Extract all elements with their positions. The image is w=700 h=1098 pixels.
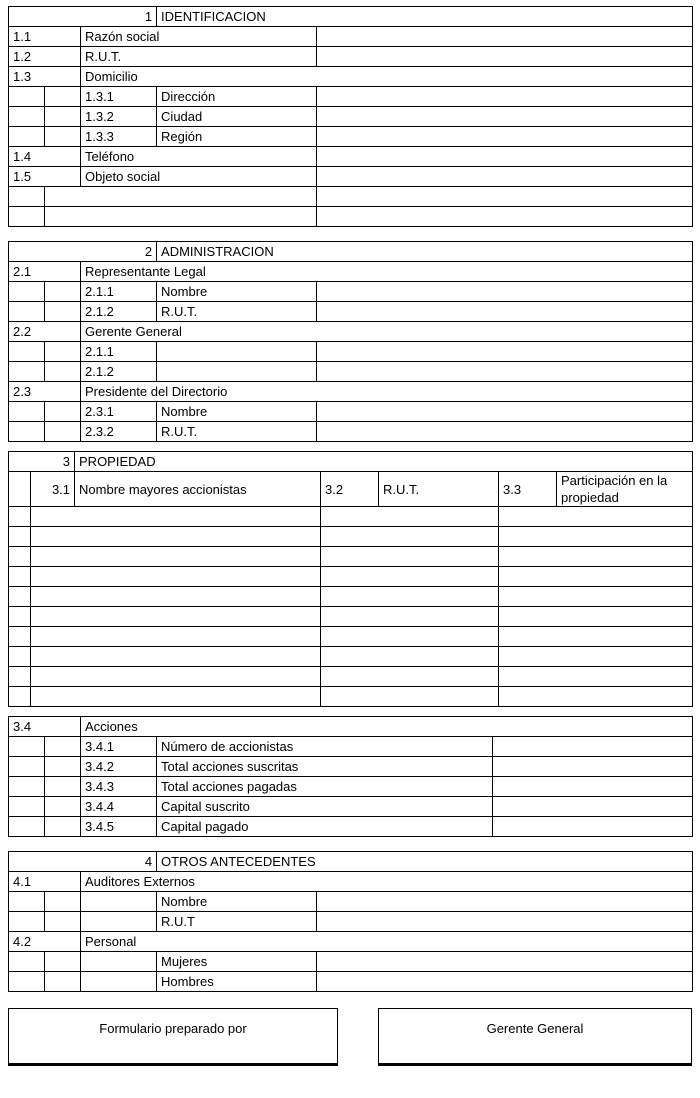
row-number (81, 972, 157, 992)
row-label: R.U.T. (81, 47, 317, 67)
row-number: 1.2 (9, 47, 81, 67)
table-row (9, 892, 693, 912)
row-label: Acciones (81, 717, 693, 737)
table-row (9, 322, 693, 342)
col2-label: R.U.T. (379, 472, 499, 507)
value-field[interactable] (317, 127, 693, 147)
row-label: Capital pagado (157, 817, 493, 837)
table-row (9, 302, 693, 322)
col1-label: Nombre mayores accionistas (75, 472, 321, 507)
accionista-name-field[interactable] (31, 647, 321, 667)
row-number: 1.3.2 (81, 107, 157, 127)
accionista-rut-field[interactable] (321, 627, 499, 647)
col3-number: 3.3 (499, 472, 557, 507)
row-label: Total acciones pagadas (157, 777, 493, 797)
accionista-rut-field[interactable] (321, 587, 499, 607)
row-number: 2.2 (9, 322, 81, 342)
table-row (9, 647, 693, 667)
row-label: Auditores Externos (81, 872, 693, 892)
table-row (9, 547, 693, 567)
subsection-acciones (8, 716, 693, 837)
row-number: 3.4.2 (81, 757, 157, 777)
accionista-name-field[interactable] (31, 687, 321, 707)
table-row (9, 952, 693, 972)
section-propiedad (8, 451, 693, 707)
accionista-name-field[interactable] (31, 527, 321, 547)
section-number: 1 (9, 7, 157, 27)
row-label: Capital suscrito (157, 797, 493, 817)
signature-label-preparer: Formulario preparado por (99, 1021, 247, 1036)
section-number: 2 (9, 242, 157, 262)
row-label: Total acciones suscritas (157, 757, 493, 777)
value-field[interactable] (317, 362, 693, 382)
accionista-rut-field[interactable] (321, 687, 499, 707)
accionista-part-field[interactable] (499, 607, 693, 627)
row-number: 2.3 (9, 382, 81, 402)
row-number: 2.3.2 (81, 422, 157, 442)
table-row (9, 207, 693, 227)
row-label (157, 342, 317, 362)
section-identificacion (8, 6, 693, 227)
value-field[interactable] (317, 972, 693, 992)
table-row (9, 67, 693, 87)
row-label: Mujeres (157, 952, 317, 972)
accionista-rut-field[interactable] (321, 567, 499, 587)
table-row (9, 667, 693, 687)
table-row (9, 47, 693, 67)
table-row (9, 507, 693, 527)
accionista-part-field[interactable] (499, 547, 693, 567)
row-number: 1.1 (9, 27, 81, 47)
value-field[interactable] (317, 302, 693, 322)
row-number: 3.4.3 (81, 777, 157, 797)
row-number: 3.4.5 (81, 817, 157, 837)
table-row (9, 187, 693, 207)
row-label: Representante Legal (81, 262, 693, 282)
table-row (9, 527, 693, 547)
value-field[interactable] (317, 282, 693, 302)
accionista-name-field[interactable] (31, 567, 321, 587)
table-row (9, 567, 693, 587)
row-label: R.U.T. (157, 302, 317, 322)
table-row (9, 422, 693, 442)
row-label: Número de accionistas (157, 737, 493, 757)
table-row (9, 242, 693, 262)
row-number: 1.3.1 (81, 87, 157, 107)
table-row (9, 147, 693, 167)
signature-label-manager: Gerente General (486, 1021, 584, 1036)
row-label: Ciudad (157, 107, 317, 127)
table-row (9, 127, 693, 147)
row-number (81, 892, 157, 912)
accionista-name-field[interactable] (31, 607, 321, 627)
accionista-part-field[interactable] (499, 647, 693, 667)
accionista-part-field[interactable] (499, 687, 693, 707)
value-field[interactable] (317, 47, 693, 67)
table-row (9, 737, 693, 757)
row-label (157, 362, 317, 382)
value-field[interactable] (493, 757, 693, 777)
row-number (81, 912, 157, 932)
col1-number: 3.1 (31, 472, 75, 507)
table-row (9, 872, 693, 892)
value-field[interactable] (317, 952, 693, 972)
table-row (9, 932, 693, 952)
row-label: Nombre (157, 282, 317, 302)
table-header-row (9, 472, 693, 507)
table-row (9, 717, 693, 737)
row-number: 2.1.1 (81, 282, 157, 302)
section-gap (8, 707, 692, 716)
table-row (9, 912, 693, 932)
table-row (9, 107, 693, 127)
row-number: 1.5 (9, 167, 81, 187)
value-field[interactable] (493, 777, 693, 797)
table-row (9, 342, 693, 362)
accionista-name-field[interactable] (31, 547, 321, 567)
section-gap (8, 442, 692, 451)
row-label: R.U.T (157, 912, 317, 932)
row-number: 1.4 (9, 147, 81, 167)
row-label: Domicilio (81, 67, 693, 87)
row-number: 1.3.3 (81, 127, 157, 147)
accionista-rut-field[interactable] (321, 527, 499, 547)
row-number: 2.3.1 (81, 402, 157, 422)
value-field[interactable] (317, 402, 693, 422)
table-row (9, 627, 693, 647)
value-field[interactable] (317, 107, 693, 127)
value-field[interactable] (493, 737, 693, 757)
value-field[interactable] (493, 797, 693, 817)
accionista-name-field[interactable] (31, 627, 321, 647)
row-label: Razón social (81, 27, 317, 47)
row-number: 2.1 (9, 262, 81, 282)
objeto-social-textarea-2[interactable] (45, 207, 317, 227)
value-field[interactable] (317, 342, 693, 362)
row-number: 3.4.1 (81, 737, 157, 757)
row-label: Personal (81, 932, 693, 952)
table-row (9, 607, 693, 627)
row-label: Dirección (157, 87, 317, 107)
table-row (9, 402, 693, 422)
accionista-part-field[interactable] (499, 567, 693, 587)
section-title: PROPIEDAD (75, 452, 693, 472)
value-field[interactable] (317, 422, 693, 442)
row-label: Nombre (157, 402, 317, 422)
accionista-rut-field[interactable] (321, 667, 499, 687)
value-field[interactable] (317, 87, 693, 107)
row-number: 2.1.2 (81, 362, 157, 382)
value-field[interactable] (317, 147, 693, 167)
accionista-part-field[interactable] (499, 627, 693, 647)
table-row (9, 262, 693, 282)
table-row (9, 282, 693, 302)
section-gap (8, 227, 692, 241)
table-row (9, 452, 693, 472)
section-administracion (8, 241, 693, 442)
accionista-part-field[interactable] (499, 507, 693, 527)
signature-gap (338, 1008, 378, 1066)
accionista-name-field[interactable] (31, 587, 321, 607)
row-label: Nombre (157, 892, 317, 912)
section-title: ADMINISTRACION (157, 242, 693, 262)
table-row (9, 27, 693, 47)
row-number: 1.3 (9, 67, 81, 87)
section-number: 3 (9, 452, 75, 472)
table-row (9, 362, 693, 382)
row-label: Hombres (157, 972, 317, 992)
accionista-part-field[interactable] (499, 527, 693, 547)
table-row (9, 87, 693, 107)
row-label: Presidente del Directorio (81, 382, 693, 402)
col2-number: 3.2 (321, 472, 379, 507)
table-row (9, 972, 693, 992)
table-row (9, 587, 693, 607)
section-gap (8, 837, 692, 851)
accionista-part-field[interactable] (499, 667, 693, 687)
section-title: OTROS ANTECEDENTES (157, 852, 693, 872)
row-number: 2.1.2 (81, 302, 157, 322)
table-row (9, 167, 693, 187)
accionista-rut-field[interactable] (321, 507, 499, 527)
value-field[interactable] (317, 912, 693, 932)
accionista-name-field[interactable] (31, 507, 321, 527)
section-number: 4 (9, 852, 157, 872)
table-row (9, 797, 693, 817)
col3-label: Participación en la propiedad (557, 472, 693, 507)
row-number: 3.4 (9, 717, 81, 737)
row-number: 2.1.1 (81, 342, 157, 362)
table-row (9, 757, 693, 777)
accionista-rut-field[interactable] (321, 547, 499, 567)
row-number (81, 952, 157, 972)
row-label: Gerente General (81, 322, 693, 342)
row-number: 3.4.4 (81, 797, 157, 817)
value-field[interactable] (493, 817, 693, 837)
signature-box-preparer[interactable] (8, 1008, 338, 1066)
objeto-social-textarea[interactable] (45, 187, 317, 207)
value-field[interactable] (317, 27, 693, 47)
row-label: R.U.T. (157, 422, 317, 442)
accionista-name-field[interactable] (31, 667, 321, 687)
signature-block (8, 1008, 692, 1066)
table-row (9, 852, 693, 872)
row-number: 4.2 (9, 932, 81, 952)
table-row (9, 817, 693, 837)
table-row (9, 687, 693, 707)
row-label: Teléfono (81, 147, 317, 167)
row-label: Región (157, 127, 317, 147)
signature-box-manager[interactable] (378, 1008, 692, 1066)
accionista-rut-field[interactable] (321, 607, 499, 627)
accionista-rut-field[interactable] (321, 647, 499, 667)
value-field[interactable] (317, 892, 693, 912)
table-row (9, 382, 693, 402)
table-row (9, 777, 693, 797)
accionista-part-field[interactable] (499, 587, 693, 607)
row-label: Objeto social (81, 167, 317, 187)
section-title: IDENTIFICACION (157, 7, 693, 27)
section-otros-antecedentes (8, 851, 693, 992)
row-number: 4.1 (9, 872, 81, 892)
table-row (9, 7, 693, 27)
